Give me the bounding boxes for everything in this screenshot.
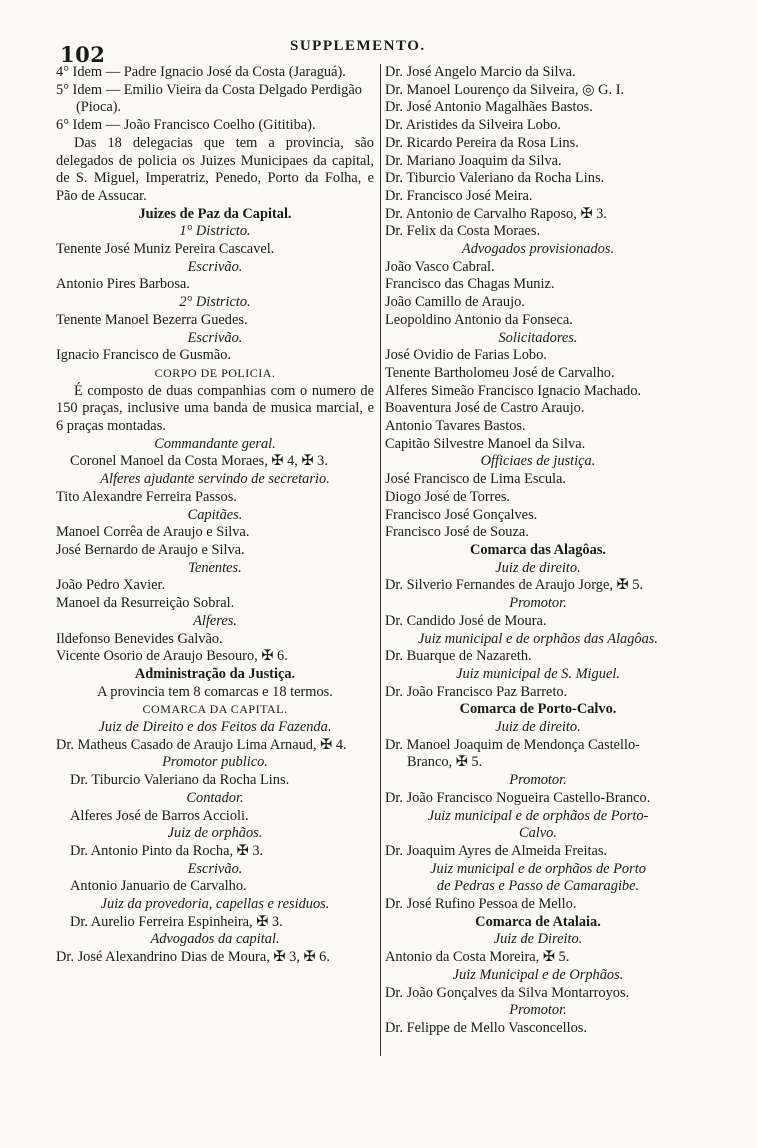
entry: Antonio da Costa Moreira, ✠ 5. [385,949,570,966]
section-title-alagoas: Comarca das Alagôas. [469,541,607,558]
entry: Vicente Osorio de Araujo Besouro, ✠ 6. [56,648,288,665]
entry: Antonio Tavares Bastos. [385,418,526,435]
subsection-label: Juiz municipal de S. Miguel. [456,665,620,682]
advogado-entry: Dr. Francisco José Meira. [385,187,533,204]
entry: Dr. Joaquim Ayres de Almeida Freitas. [385,842,608,859]
subsection-label-continuation: Calvo. [519,825,557,842]
entry: Ignacio Francisco de Gusmão. [56,347,232,364]
entry: Dr. João Francisco Nogueira Castello-Branco. [385,789,651,806]
subsection-label: Juiz municipal e de orphãos das Alagôas. [418,630,658,647]
entry: Antonio Januario de Carvalho. [70,878,247,895]
advogado-entry: Dr. Felix da Costa Moraes. [385,223,541,240]
subsection-label: Escrivão. [187,860,243,877]
entry: Dr. Felippe de Mello Vasconcellos. [385,1019,587,1036]
section-title-porto-calvo: Comarca de Porto-Calvo. [459,701,617,718]
subsection-label: Advogados provisionados. [461,241,615,258]
entry: Manoel da Resurreição Sobral. [56,595,235,612]
entry: Dr. José Rufino Pessoa de Mello. [385,896,577,913]
advogado-entry: Dr. Manoel Lourenço da Silveira, ◎ G. I. [385,81,625,98]
entry: Tenente Manoel Bezerra Guedes. [56,311,248,328]
entry: Dr. Tiburcio Valeriano da Rocha Lins. [70,772,290,789]
entry: José Francisco de Lima Escula. [385,471,567,488]
subsection-label: Advogados da capital. [150,931,280,948]
entry: João Pedro Xavier. [56,577,166,594]
subsection-label: Juiz de direito. [495,559,581,576]
subsection-label: 2° Districto. [179,294,251,311]
subsection-label: Promotor. [509,772,567,789]
admin-paragraph: A provincia tem 8 comarcas e 18 termos. [97,683,333,700]
advogado-entry: Dr. Tiburcio Valeriano da Rocha Lins. [385,170,605,187]
entry: João Camillo de Araujo. [385,294,525,311]
subsection-label: Contador. [186,789,244,806]
advogado-entry: Dr. Mariano Joaquim da Silva. [385,152,562,169]
entry: Dr. João Francisco Paz Barreto. [385,683,568,700]
subsection-label: Promotor publico. [162,754,268,771]
entry: Alferes José de Barros Accioli. [70,807,249,824]
subsection-label: Juiz de Direito. [493,931,583,948]
entry: Francisco das Chagas Muniz. [385,276,555,293]
subsection-label: Juiz Municipal e de Orphãos. [452,966,624,983]
left-column [56,64,374,967]
subsection-label: 1° Districto. [179,223,251,240]
entry: José Bernardo de Araujo e Silva. [56,541,245,558]
entry: Dr. João Gonçalves da Silva Montarroyos. [385,984,630,1001]
delegacia-item: 4° Idem — Padre Ignacio José da Costa (Jaraguá). [56,64,346,80]
subsection-label: Officiaes de justiça. [480,453,596,470]
entry: Dr. Candido José de Moura. [385,612,547,629]
section-title-administracao: Administração da Justiça. [134,665,296,682]
entry: Boaventura José de Castro Araujo. [385,400,585,417]
advogado-entry: Dr. Ricardo Pereira da Rosa Lins. [385,134,579,151]
running-head: SUPPLEMENTO. [290,38,426,54]
subsection-label: Juiz de Direito e dos Feitos da Fazenda. [98,719,332,736]
advogado-entry: Dr. José Angelo Marcio da Silva. [385,64,576,80]
entry: Dr. Antonio Pinto da Rocha, ✠ 3. [70,842,264,859]
subsection-label: Escrivão. [187,329,243,346]
entry: Tito Alexandre Ferreira Passos. [56,488,237,505]
advogado-entry: Dr. Aristides da Silveira Lobo. [385,117,561,134]
section-title-juizes-paz: Juizes de Paz da Capital. [138,205,292,222]
subsection-label: Juiz municipal e de orphãos de Porto- [427,807,649,824]
subsection-label: Commandante geral. [154,435,276,452]
subsection-label: Alferes. [193,612,237,629]
subsection-label: Juiz da provedoria, capellas e residuos. [100,896,330,913]
entry: Dr. Manoel Joaquim de Mendonça Castello- [385,736,640,753]
entry: Coronel Manoel da Costa Moraes, ✠ 4, ✠ 3. [70,453,328,470]
entry: Francisco José Gonçalves. [385,506,538,523]
delegacia-item: 6° Idem — João Francisco Coelho (Gititiba). [56,117,316,134]
entry: Leopoldino Antonio da Fonseca. [385,311,573,328]
right-column [380,64,691,1056]
entry: Tenente José Muniz Pereira Cascavel. [56,241,275,258]
subsection-label: Alferes ajudante servindo de secretario. [100,471,330,488]
subsection-label: Solicitadores. [498,329,578,346]
section-title-atalaia: Comarca de Atalaia. [475,913,601,930]
entry: Dr. José Alexandrino Dias de Moura, ✠ 3, ✠ 6. [56,949,330,966]
entry: Dr. Aurelio Ferreira Espinheira, ✠ 3. [70,913,283,930]
subsection-label: Juiz de orphãos. [167,825,263,842]
subsection-label: Juiz municipal e de orphãos de Porto [430,860,646,877]
subsection-label-continuation: de Pedras e Passo de Camaragibe. [436,878,640,895]
section-title-comarca-capital: COMARCA DA CAPITAL. [142,702,288,717]
subsection-label: Escrivão. [187,258,243,275]
advogado-entry: Dr. José Antonio Magalhães Bastos. [385,99,593,116]
entry: Antonio Pires Barbosa. [56,276,190,293]
entry: Dr. Silverio Fernandes de Araujo Jorge, ✠ 5. [385,577,643,594]
advogado-entry: Dr. Antonio de Carvalho Raposo, ✠ 3. [385,205,607,222]
entry: Diogo José de Torres. [385,488,511,505]
subsection-label: Capitães. [187,506,243,523]
entry: José Ovidio de Farias Lobo. [385,347,547,364]
entry: João Vasco Cabral. [385,258,495,275]
delegacias-paragraph: Das 18 delegacias que tem a provincia, são delegados de policia os Juizes Municipaes da capital, de S. Miguel, Imperatriz, Penedo, Porto da Folha, e Pão de Assucar. [56,134,374,204]
page-number: 102 [60,42,106,67]
corpo-paragraph: É composto de duas companhias com o numero de 150 praças, inclusive uma banda de musica marcial, e 6 praças montadas. [56,382,374,435]
delegacia-item: 5° Idem — Emilio Vieira da Costa Delgado Perdigão (Pioca). [56,81,362,116]
entry: Manoel Corrêa de Araujo e Silva. [56,524,250,541]
entry: Francisco José de Souza. [385,524,529,541]
subsection-label: Tenentes. [188,559,242,576]
entry: Alferes Simeão Francisco Ignacio Machado. [385,382,642,399]
entry-continuation: Branco, ✠ 5. [407,754,483,771]
entry: Dr. Matheus Casado de Araujo Lima Arnaud, ✠ 4. [56,736,347,753]
entry: Tenente Bartholomeu José de Carvalho. [385,364,615,381]
subsection-label: Promotor. [509,1002,567,1019]
subsection-label: Promotor. [509,595,567,612]
entry: Dr. Buarque de Nazareth. [385,648,532,665]
entry: Capitão Silvestre Manoel da Silva. [385,435,586,452]
subsection-label: Juiz de direito. [495,719,581,736]
entry: Ildefonso Benevides Galvão. [56,630,223,647]
section-title-corpo-policia: CORPO DE POLICIA. [154,365,276,380]
